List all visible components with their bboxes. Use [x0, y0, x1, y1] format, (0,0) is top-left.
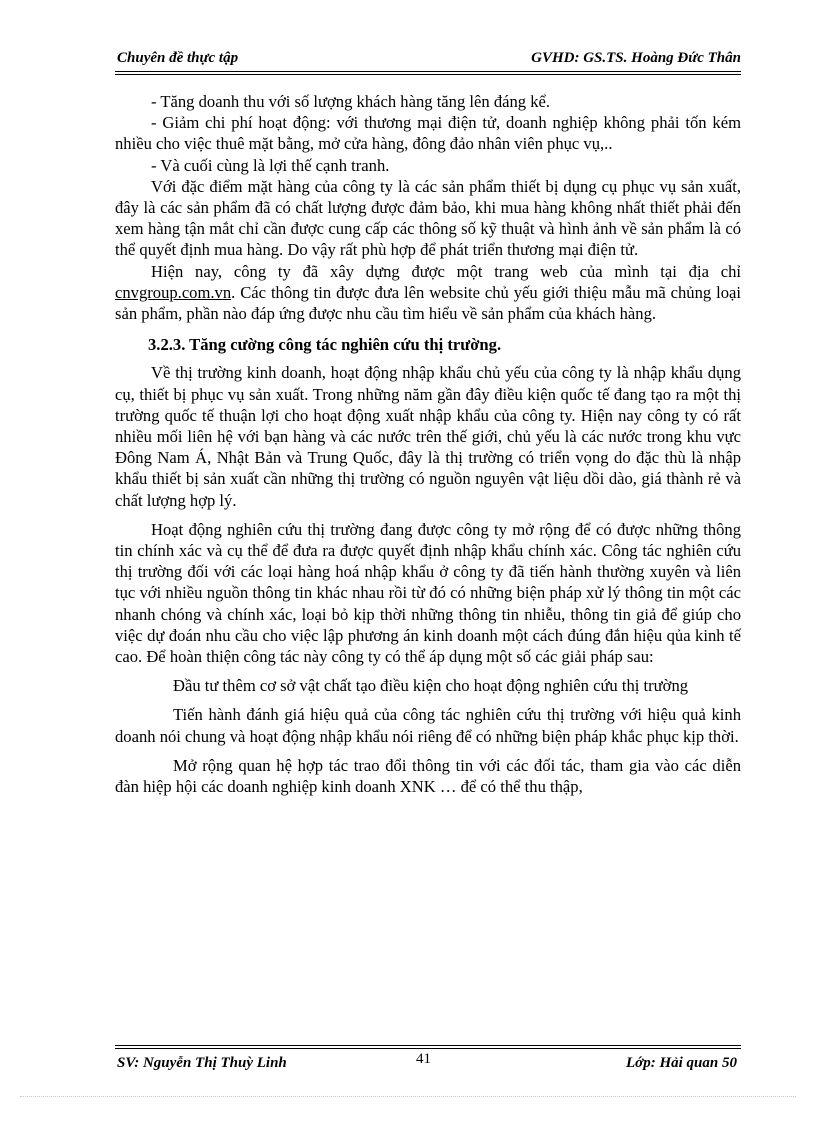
paragraph-research: Hoạt động nghiên cứu thị trường đang được công ty mở rộng để có được những thông tin chính xác và cụ thể để đưa ra được quyết định nhập khẩu chính xác. Công tác nghiên cứu thị trường đối với các loại hàng hoá nhập khẩu ở công ty đã tiến hành thường xuyên và liên tục với nhiều nguồn thông tin khác nhau rồi từ đó có những biện pháp xử lý thông tin một các nhanh chóng và chính xác, loại bỏ kịp thời những thông tin nhiễu, thông tin giả để giúp cho việc dự đoán nhu cầu cho việc lập phương án kinh doanh một cách đúng đắn hiệu qủa kinh tế cao. Để hoàn thiện công tác này công ty có thể áp dụng một số các giải pháp sau:	[115, 519, 741, 667]
footer-class: Lớp: Hải quan 50	[626, 1055, 737, 1071]
bullet-competitive: - Và cuối cùng là lợi thế cạnh tranh.	[151, 155, 390, 175]
page-footer	[115, 1051, 741, 1075]
solution-investment: Đầu tư thêm cơ sở vật chất tạo điều kiện cho hoạt động nghiên cứu thị trường	[173, 676, 689, 696]
bullet-cost: - Giảm chi phí hoạt động: với thương mại điện tử, doanh nghiệp không phải tốn kém nhiều cho việc thuê mặt bằng, mở cửa hàng, đông đảo nhân viên phục vụ,..	[115, 113, 741, 154]
website-link[interactable]: cnvgroup.com.vn	[115, 282, 232, 302]
header-rule	[115, 71, 741, 75]
solution-evaluation: Tiến hành đánh giá hiệu quả của công tác nghiên cứu thị trường với hiệu quả kinh doanh nói chung và hoạt động nhập khẩu nói riêng để có những biện pháp khắc phục kịp thời.	[115, 705, 741, 746]
paragraph-product-features: Với đặc điểm mặt hàng của công ty là các sản phẩm thiết bị dụng cụ phục vụ sản xuất, đây là các sản phẩm đã có chất lượng được đảm bảo, khi mua hàng không nhất thiết phải đến xem hàng tận mắt chỉ cần được cung cấp các thông số kỹ thuật và hình ảnh về sản phẩm là có thể quyết định mua hàng. Do vậy rất phù hợp để phát triển thương mại điện tử.	[115, 176, 741, 260]
website-text-start: Hiện nay, công ty đã xây dựng được một trang web của mình tại địa chỉ	[151, 261, 741, 281]
header-course-title: Chuyên đề thực tập	[117, 50, 239, 66]
solution-cooperation: Mở rộng quan hệ hợp tác trao đổi thông tin với các đối tác, tham gia vào các diễn đàn hiệp hội các doanh nghiệp kinh doanh XNK … để có thể thu thập,	[115, 755, 741, 797]
paragraph-website	[115, 261, 741, 325]
page-edge-divider	[20, 1096, 796, 1097]
page-number: 41	[416, 1051, 431, 1067]
section-heading: 3.2.3. Tăng cường công tác nghiên cứu thị trường.	[148, 335, 502, 355]
footer-rule	[115, 1045, 741, 1049]
footer-student: SV: Nguyễn Thị Thuỳ Linh	[117, 1055, 287, 1071]
bullet-revenue: - Tăng doanh thu với số lượng khách hàng tăng lên đáng kể.	[151, 92, 551, 111]
page-header	[115, 48, 741, 70]
page-body	[115, 91, 741, 797]
website-text-end: . Các thông tin được đưa lên website chủ yếu giới thiệu mẫu mã chủng loại sản phẩm, phần nào đáp ứng được nhu cầu tìm hiểu về sản phẩm của khách hàng.	[115, 282, 741, 324]
paragraph-market: Về thị trường kinh doanh, hoạt động nhập khẩu chủ yếu của công ty là nhập khẩu dụng cụ, thiết bị phục vụ sản xuất. Trong những năm gần đây điều kiện quốc tế đang tạo ra một thị trường quốc tế thuận lợi cho hoạt động xuất nhập khẩu của công ty. Hiện nay công ty có rất nhiều mối liên hệ với bạn hàng và các nước trên thế giới, chủ yếu là các nước trong khu vực Đông Nam Á, Nhật Bản và Trung Quốc, đây là thị trường có triển vọng do đặc thù là nhập khẩu thiết bị sản xuất cần những thị trường có nguồn nguyên vật liệu dồi dào, giá thành rẻ và chất lượng hợp lý.	[115, 363, 741, 510]
header-supervisor: GVHD: GS.TS. Hoàng Đức Thân	[531, 50, 741, 66]
